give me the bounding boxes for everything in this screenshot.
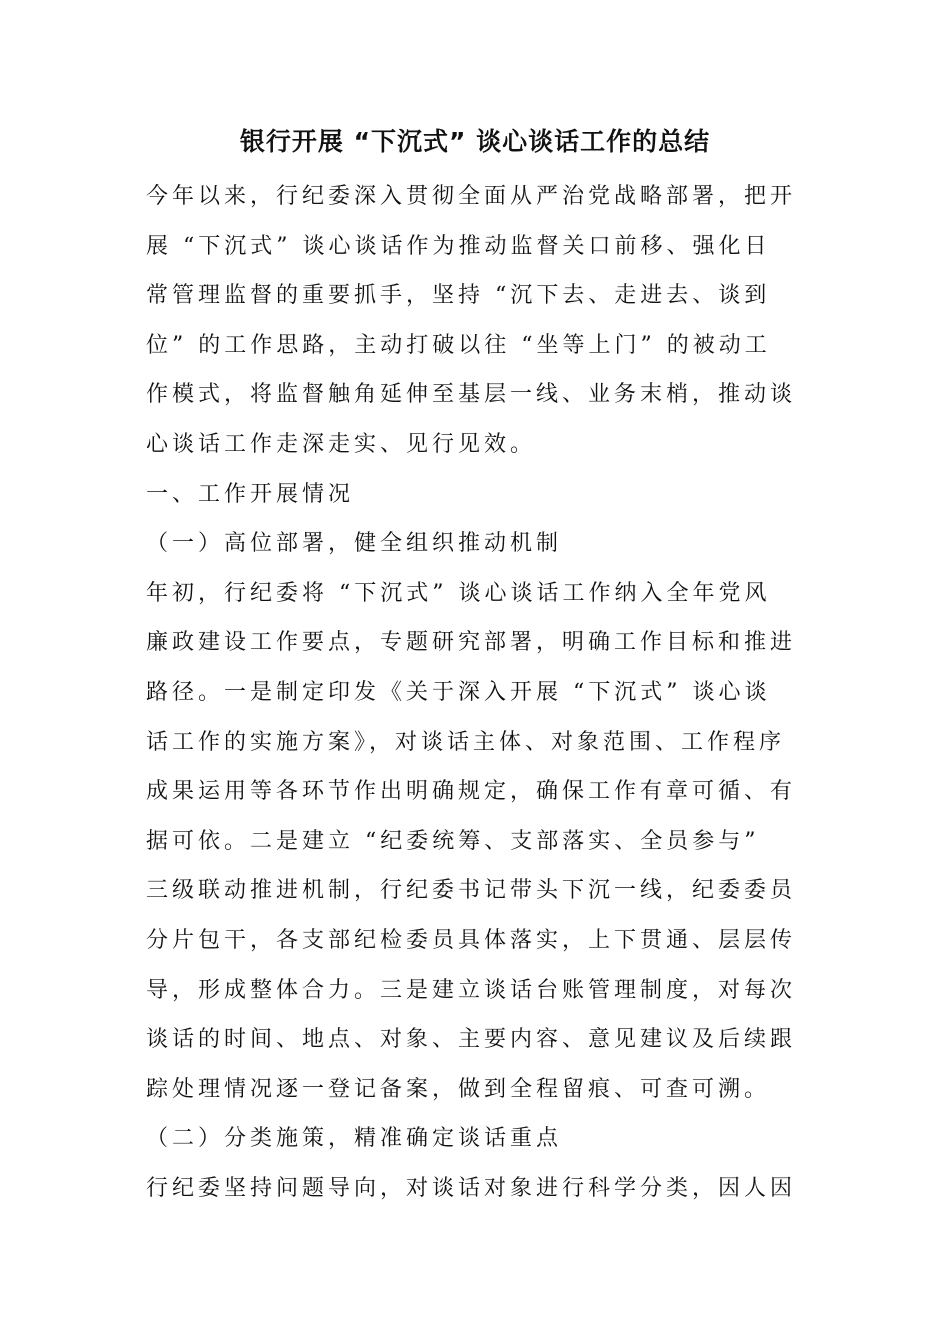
section-heading: 一、工作开展情况 (146, 481, 355, 507)
body-line: 行纪委坚持问题导向，对谈话对象进行科学分类，因人因 (146, 1175, 797, 1201)
subsection-heading: （一）高位部署，健全组织推动机制 (146, 531, 563, 557)
body-line: 谈话的时间、地点、对象、主要内容、意见建议及后续跟 (146, 1027, 797, 1053)
body-line: 路径。一是制定印发《关于深入开展 “下沉式” 谈心谈 (146, 679, 771, 705)
body-line: 作模式，将监督触角延伸至基层一线、业务末梢，推动谈 (146, 382, 797, 408)
subsection-heading: （二）分类施策，精准确定谈话重点 (146, 1126, 563, 1152)
body-line: 廉政建设工作要点，专题研究部署，明确工作目标和推进 (146, 630, 797, 656)
body-line: 位” 的工作思路，主动打破以往 “坐等上门” 的被动工 (146, 332, 771, 358)
body-line: 成果运用等各环节作出明确规定，确保工作有章可循、有 (146, 779, 797, 805)
body-line: 踪处理情况逐一登记备案，做到全程留痕、可查可溯。 (146, 1076, 771, 1102)
document-title: 银行开展 “下沉式” 谈心谈话工作的总结 (239, 127, 711, 156)
body-line: 心谈话工作走深走实、见行见效。 (146, 431, 537, 457)
body-line: 话工作的实施方案》，对谈话主体、对象范围、工作程序 (146, 729, 786, 755)
body-line: 据可依。二是建立 “纪委统筹、支部落实、全员参与” (146, 828, 760, 854)
body-line: 展 “下沉式” 谈心谈话作为推动监督关口前移、强化日 (146, 233, 771, 259)
body-line: 导，形成整体合力。三是建立谈话台账管理制度，对每次 (146, 977, 797, 1003)
body-line: 常管理监督的重要抓手，坚持 “沉下去、走进去、谈到 (146, 283, 771, 309)
body-line: 三级联动推进机制，行纪委书记带头下沉一线，纪委委员 (146, 878, 797, 904)
body-line: 分片包干，各支部纪检委员具体落实，上下贯通、层层传 (146, 927, 797, 953)
body-line: 年初，行纪委将 “下沉式” 谈心谈话工作纳入全年党风 (146, 580, 771, 606)
body-line: 今年以来，行纪委深入贯彻全面从严治党战略部署，把开 (146, 184, 797, 209)
document-body (146, 172, 808, 1213)
